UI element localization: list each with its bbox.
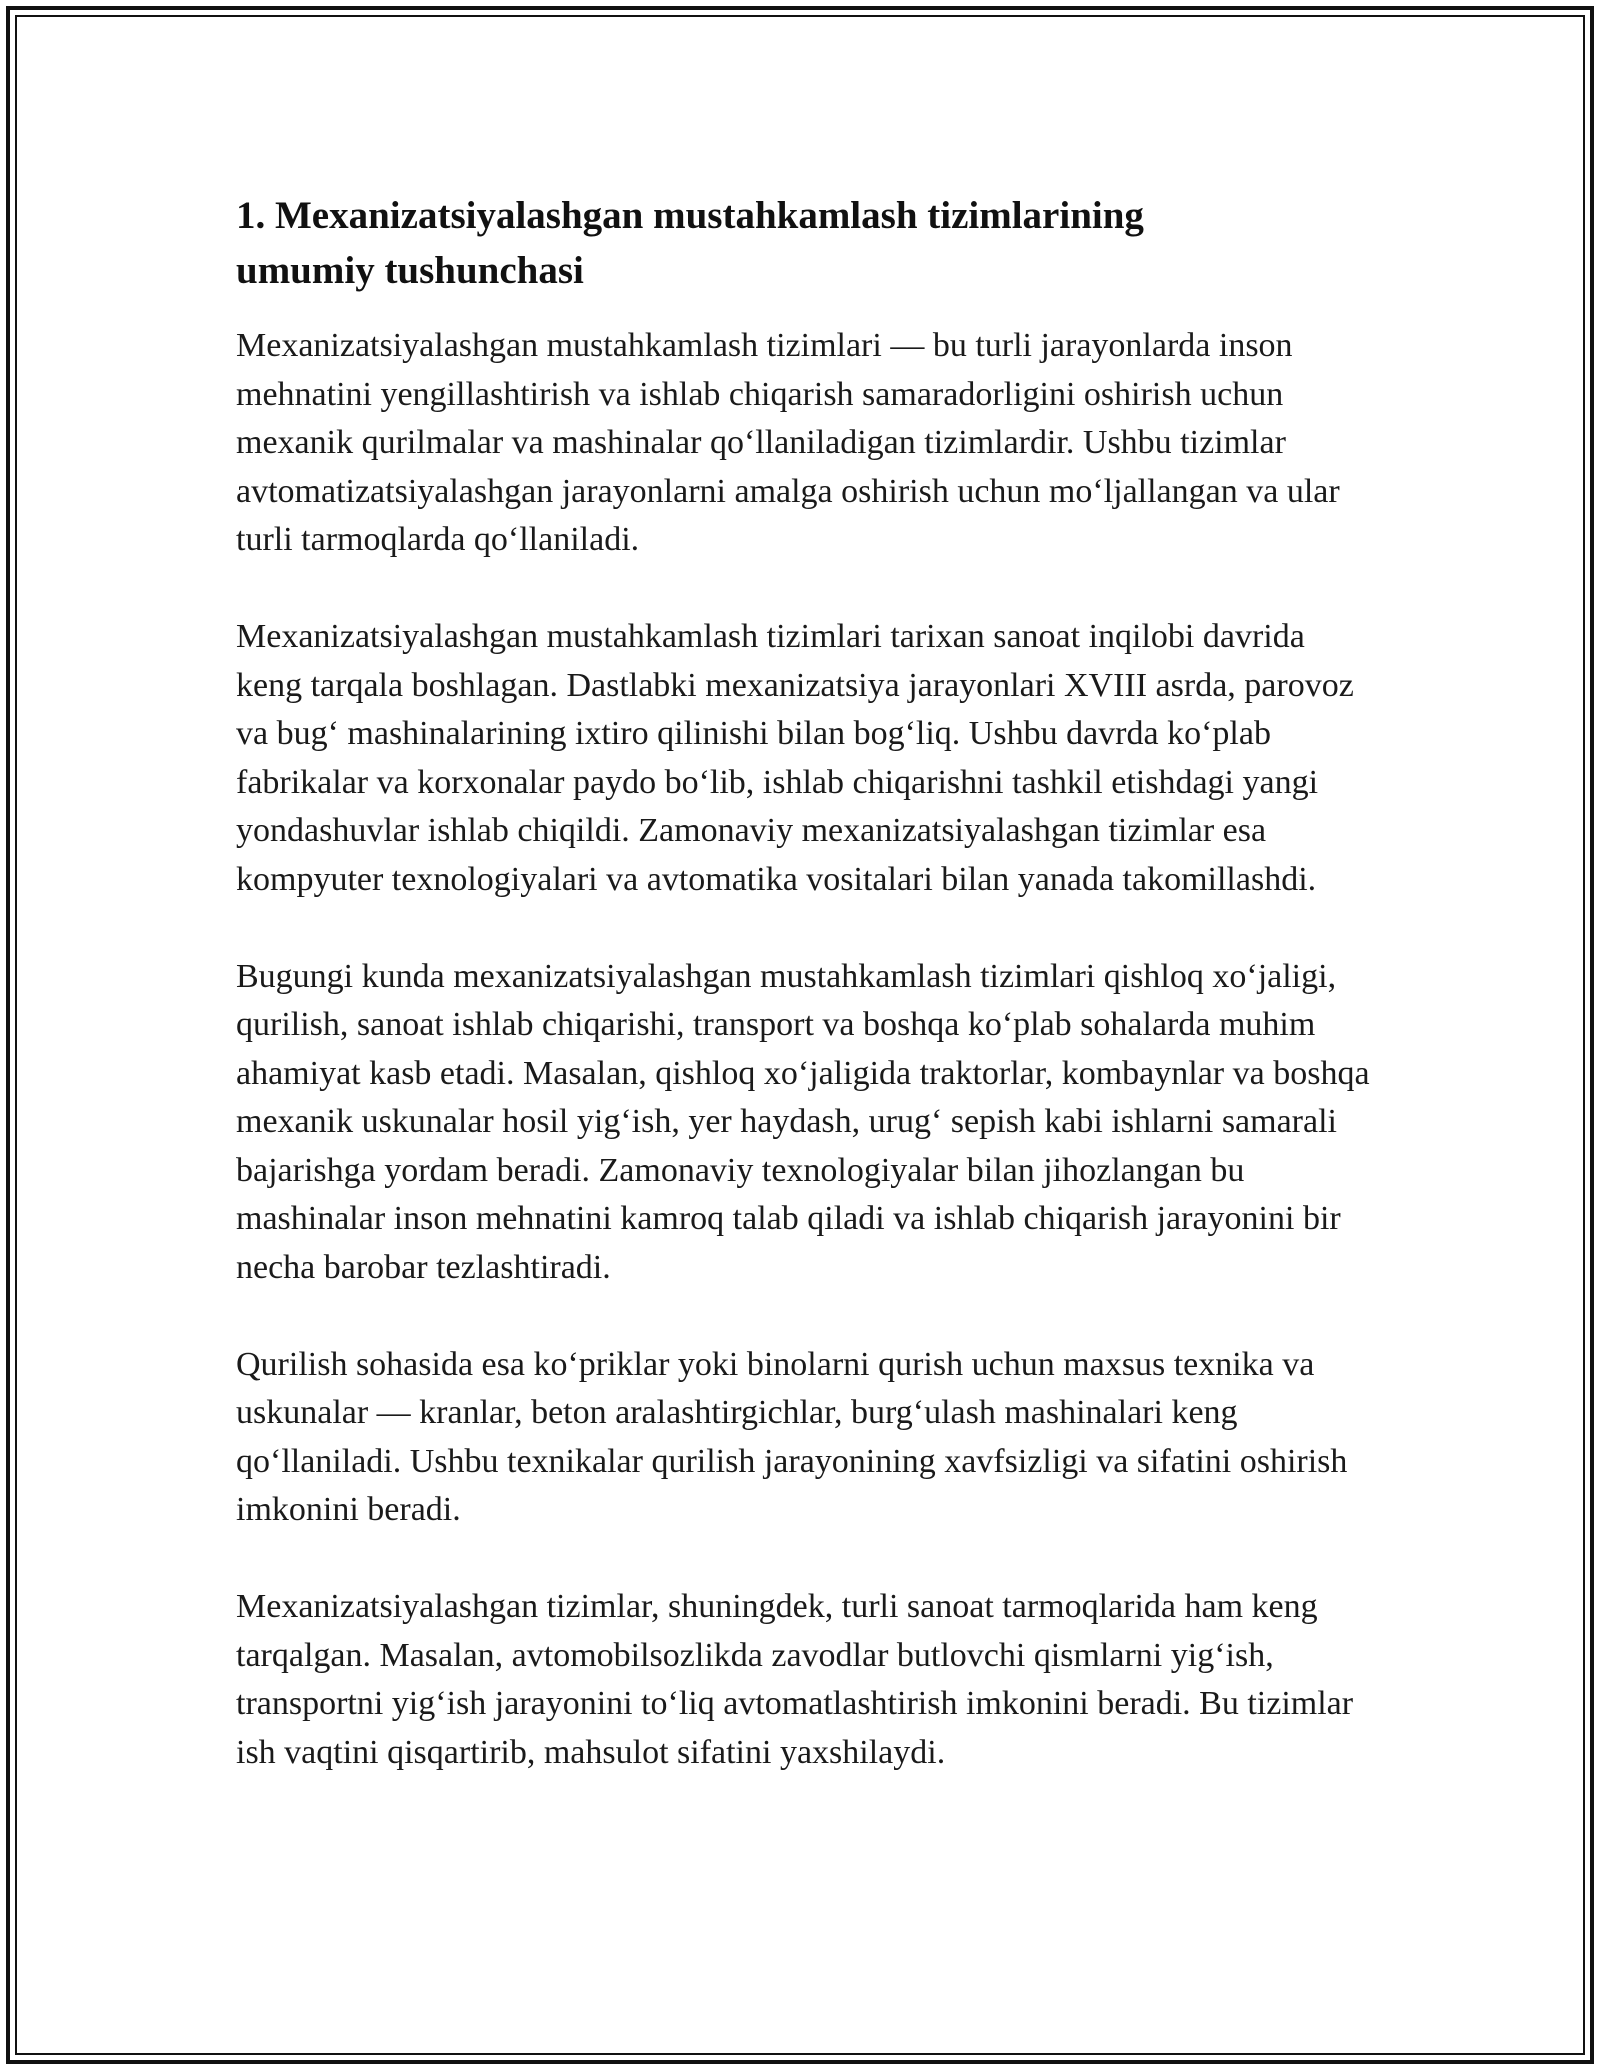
- paragraph-construction: Qurilish sohasida esa ko‘priklar yoki binolarni qurish uchun maxsus texnika va uskunalar — kranlar, beton aralashtirgichlar, burg‘ulash mashinalari keng qo‘llaniladi. Ushbu texnikalar qurilish jarayonining xavfsizligi va sifatini oshirish imkonini beradi.: [236, 1345, 1348, 1528]
- paragraph-industry: Mexanizatsiyalashgan tizimlar, shuningdek, turli sanoat tarmoqlarida ham keng tarqalgan. Masalan, avtomobilsozlikda zavodlar butlovchi qismlarni yig‘ish, transportni yig‘ish jarayonini to‘liq avtomatlashtirish imkonini beradi. Bu tizimlar ish vaqtini qisqartirib, mahsulot sifatini yaxshilaydi.: [236, 1588, 1354, 1771]
- section-heading: [236, 188, 1376, 298]
- paragraph-definition: Mexanizatsiyalashgan mustahkamlash tizimlari — bu turli jarayonlarda inson mehnatini yengillashtirish va ishlab chiqarish samaradorligini oshirish uchun mexanik qurilmalar va mashinalar qo‘llaniladigan tizimlardir. Ushbu tizimlar avtomatizatsiyalashgan jarayonlarni amalga oshirish uchun mo‘ljallangan va ular turli tarmoqlarda qo‘llaniladi.: [236, 327, 1340, 558]
- section-heading-line-2: umumiy tushunchasi: [236, 249, 584, 292]
- document-body: [236, 188, 1376, 1777]
- paragraph-applications: Bugungi kunda mexanizatsiyalashgan mustahkamlash tizimlari qishloq xo‘jaligi, qurilish, sanoat ishlab chiqarishi, transport va boshqa ko‘plab sohalarda muhim ahamiyat kasb etadi. Masalan, qishloq xo‘jaligida traktorlar, kombaynlar va boshqa mexanik uskunalar hosil yig‘ish, yer haydash, urug‘ sepish kabi ishlarni samarali bajarishga yordam beradi. Zamonaviy texnologiyalar bilan jihozlangan bu mashinalar inson mehnatini kamroq talab qiladi va ishlab chiqarish jarayonini bir necha barobar tezlashtiradi.: [236, 957, 1370, 1286]
- paragraph-history: Mexanizatsiyalashgan mustahkamlash tizimlari tarixan sanoat inqilobi davrida keng tarqala boshlagan. Dastlabki mexanizatsiya jarayonlari XVIII asrda, parovoz va bug‘ mashinalarining ixtiro qilinishi bilan bog‘liq. Ushbu davrda ko‘plab fabrikalar va korxonalar paydo bo‘lib, ishlab chiqarishni tashkil etishdagi yangi yondashuvlar ishlab chiqildi. Zamonaviy mexanizatsiyalashgan tizimlar esa kompyuter texnologiyalari va avtomatika vositalari bilan yanada takomillashdi.: [236, 618, 1354, 898]
- section-heading-line-1: 1. Mexanizatsiyalashgan mustahkamlash tizimlarining: [236, 194, 1144, 237]
